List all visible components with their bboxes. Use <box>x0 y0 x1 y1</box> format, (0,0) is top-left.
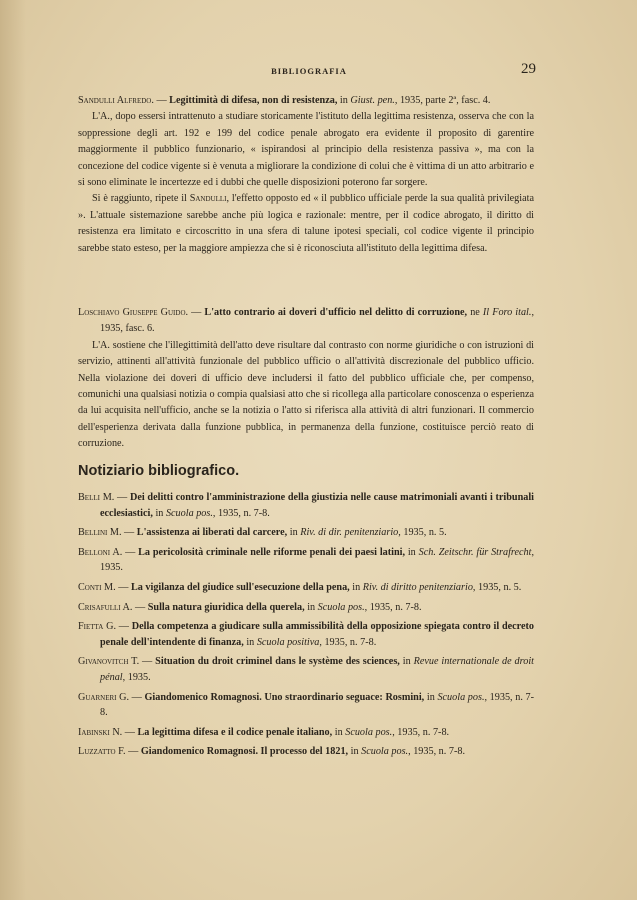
entry-title: Della competenza a giudicare sulla ammissibilità della opposizione spiegata contro il decreto penale dell'intendente di finanza, <box>100 621 535 648</box>
in-word: in <box>337 95 351 106</box>
bibliography-entry <box>78 525 534 541</box>
entry-details: , 1935, n. 7-8. <box>100 691 534 719</box>
in-word: in <box>332 726 346 738</box>
entry-author: Belloni A. <box>78 546 123 558</box>
page-header <box>82 60 536 82</box>
entry-title: Giandomenico Romagnosi. Il processo del 1821, <box>140 746 349 758</box>
bibliography-entry <box>78 725 534 741</box>
page-number: 29 <box>521 61 536 77</box>
in-word: in <box>243 636 257 648</box>
entry-details: , 1935, n. 5. <box>472 581 522 593</box>
ne-word: ne <box>467 307 483 318</box>
review-journal: Il Foro ital. <box>482 307 532 318</box>
entry-title: Giandomenico Romagnosi. Uno straordinario seguace: Rosmini, <box>144 691 425 703</box>
entry-details: , 1935. <box>100 546 535 574</box>
entry-details: , 1935, n. 7-8. <box>408 746 465 758</box>
dash: — <box>139 656 156 668</box>
dash: — <box>188 307 205 318</box>
dash: — <box>122 726 138 738</box>
entry-journal: Revue internationale de droit pénal <box>100 656 534 683</box>
bibliography-entry <box>78 744 534 760</box>
bibliography-entry <box>78 545 534 576</box>
author-mention: Sandulli <box>189 193 227 205</box>
bibliography-entry <box>78 580 534 596</box>
entry-author: Bellini M. <box>78 527 122 539</box>
entry-journal: Riv. di diritto penitenziario <box>362 581 473 593</box>
entry-title: La legittima difesa e il codice penale italiano, <box>137 726 333 738</box>
text-run: Si è raggiunto, ripete il <box>92 193 190 205</box>
dash: — <box>115 581 131 593</box>
entry-author: Belli M. <box>78 492 115 503</box>
entry-details: , 1935, n. 7-8. <box>319 636 377 648</box>
entry-journal: Scuola pos. <box>437 691 485 703</box>
entry-author: Givanovitch T. <box>78 656 140 668</box>
section-title: Notiziario bibliografico. <box>78 463 240 479</box>
entry-author: Luzzatto F. <box>78 746 126 758</box>
entry-details: , 1935, n. 7-8. <box>364 601 422 613</box>
dash: — <box>153 95 170 106</box>
dash: — <box>121 527 137 539</box>
entry-journal: Scuola positiva <box>256 636 320 648</box>
in-word: in <box>424 691 438 703</box>
bibliography-list <box>78 490 534 764</box>
running-title: BIBLIOGRAFIA <box>271 66 347 76</box>
entry-title: La pericolosità criminale nelle riforme penali dei paesi latini, <box>138 546 406 558</box>
review-author: Loschiavo Giuseppe Guido. <box>78 307 189 318</box>
review-title: L'atto contrario ai doveri d'ufficio nel delitto di corruzione, <box>204 307 468 318</box>
text-run: , l'effetto opposto ed « il pubblico ufficiale perde la sua qualità privilegiata ». L'attuale sistemazione sarebbe anche più logica e razionale: mentre, per il codice abrogato, il diritto di resistenza era limitato e circoscritto in una sfera di talune ipotesi speciali, col codice vigente il principio sarebbe stato esteso, per la maggiore ampiezza che si è riconosciuta all'istituto della legittima difesa. <box>78 193 534 254</box>
dash: — <box>125 746 141 758</box>
dash: — <box>114 492 130 503</box>
entry-author: Conti M. <box>78 581 116 593</box>
entry-journal: Scuola pos. <box>345 726 393 738</box>
entry-author: Guarneri G. <box>78 691 130 703</box>
in-word: in <box>405 546 419 558</box>
entry-title: Dei delitti contro l'amministrazione della giustizia nelle cause matrimoniali avanti i tribunali ecclesiastici, <box>100 492 535 519</box>
entry-title: La vigilanza del giudice sull'esecuzione della pena, <box>130 581 350 593</box>
review-author: Sandulli Alfredo. <box>78 95 154 106</box>
review-details: , 1935, fasc. 6. <box>100 307 534 335</box>
dash: — <box>122 546 139 558</box>
entry-details: , 1935. <box>122 671 151 683</box>
entry-journal: Scuola pos. <box>165 507 213 519</box>
bibliography-entry <box>78 690 534 721</box>
review-journal: Giust. pen. <box>350 95 395 106</box>
review-paragraph: L'A., dopo essersi intrattenuto a studiare storicamente l'istituto della legittima resistenza, osserva che con la soppressione degli art. 192 e 199 del codice penale abrogato era evidente il proposito di garentire maggiormente il pubblico funzionario, « ispirandosi al principio della resistenza passiva », ma con la concezione del codice vigente si è venuta a migliorare la condizione di colui che è vittima di un atto arbitrario e si sono eliminate le incertezze ed i dubbi che quelle disposizioni poterono far sorgere. <box>78 111 534 189</box>
bibliography-entry <box>78 619 534 650</box>
dash: — <box>132 601 148 613</box>
entry-title: Sulla natura giuridica della querela, <box>147 601 305 613</box>
review-loschiavo <box>78 305 534 453</box>
entry-title: Situation du droit criminel dans le système des sciences, <box>155 656 400 668</box>
bibliography-entry <box>78 600 534 616</box>
review-citation <box>78 305 534 338</box>
in-word: in <box>304 601 318 613</box>
review-citation <box>78 93 534 109</box>
entry-author: Iabinski N. <box>78 726 123 738</box>
entry-title: L'assistenza ai liberati dal carcere, <box>136 527 288 539</box>
review-paragraph: L'A. sostiene che l'illegittimità dell'atto deve risultare dal contrasto con norme giuridiche o con istruzioni di servizio, attinenti all'attività funzionale del pubblico ufficio o all'attività discrezionale del pubblico ufficio. Nella violazione dei doveri di ufficio deve includersi il fatto del pubblico ufficiale che, per compenso, comunichi una qualsiasi notizia o compia qualsiasi atto che si ricollega alla particolare conoscenza o esperienza da lui acquisita nell'ufficio, anche se la notizia o l'atto si riferisca alla attività di altri funzionari. Il commercio dell'esperienza derivata dalla funzione pubblica, in permanenza della funzione, costituisce perciò reato di corruzione. <box>78 339 534 450</box>
bibliography-entry <box>78 654 534 685</box>
in-word: in <box>348 746 362 758</box>
in-word: in <box>152 507 166 519</box>
in-word: in <box>349 581 363 593</box>
in-word: in <box>399 656 414 668</box>
review-details: , 1935, parte 2ª, fasc. 4. <box>394 95 491 106</box>
bibliography-entry <box>78 490 534 521</box>
entry-author: Fietta G. <box>78 621 116 633</box>
entry-details: , 1935, n. 5. <box>398 527 447 539</box>
entry-journal: Riv. di dir. penitenziario <box>300 527 399 539</box>
entry-author: Crisafulli A. <box>78 601 133 613</box>
entry-details: , 1935, n. 7-8. <box>392 726 450 738</box>
entry-journal: Sch. Zeitschr. für Strafrecht <box>418 546 532 558</box>
dash: — <box>116 621 132 633</box>
entry-details: , 1935, n. 7-8. <box>212 507 270 519</box>
entry-journal: Scuola pos. <box>317 601 365 613</box>
review-title: Legittimità di difesa, non di resistenza, <box>169 95 338 106</box>
in-word: in <box>287 527 301 539</box>
review-sandulli <box>78 93 534 257</box>
dash: — <box>129 691 145 703</box>
review-paragraph <box>78 191 534 257</box>
entry-journal: Scuola pos. <box>361 746 409 758</box>
